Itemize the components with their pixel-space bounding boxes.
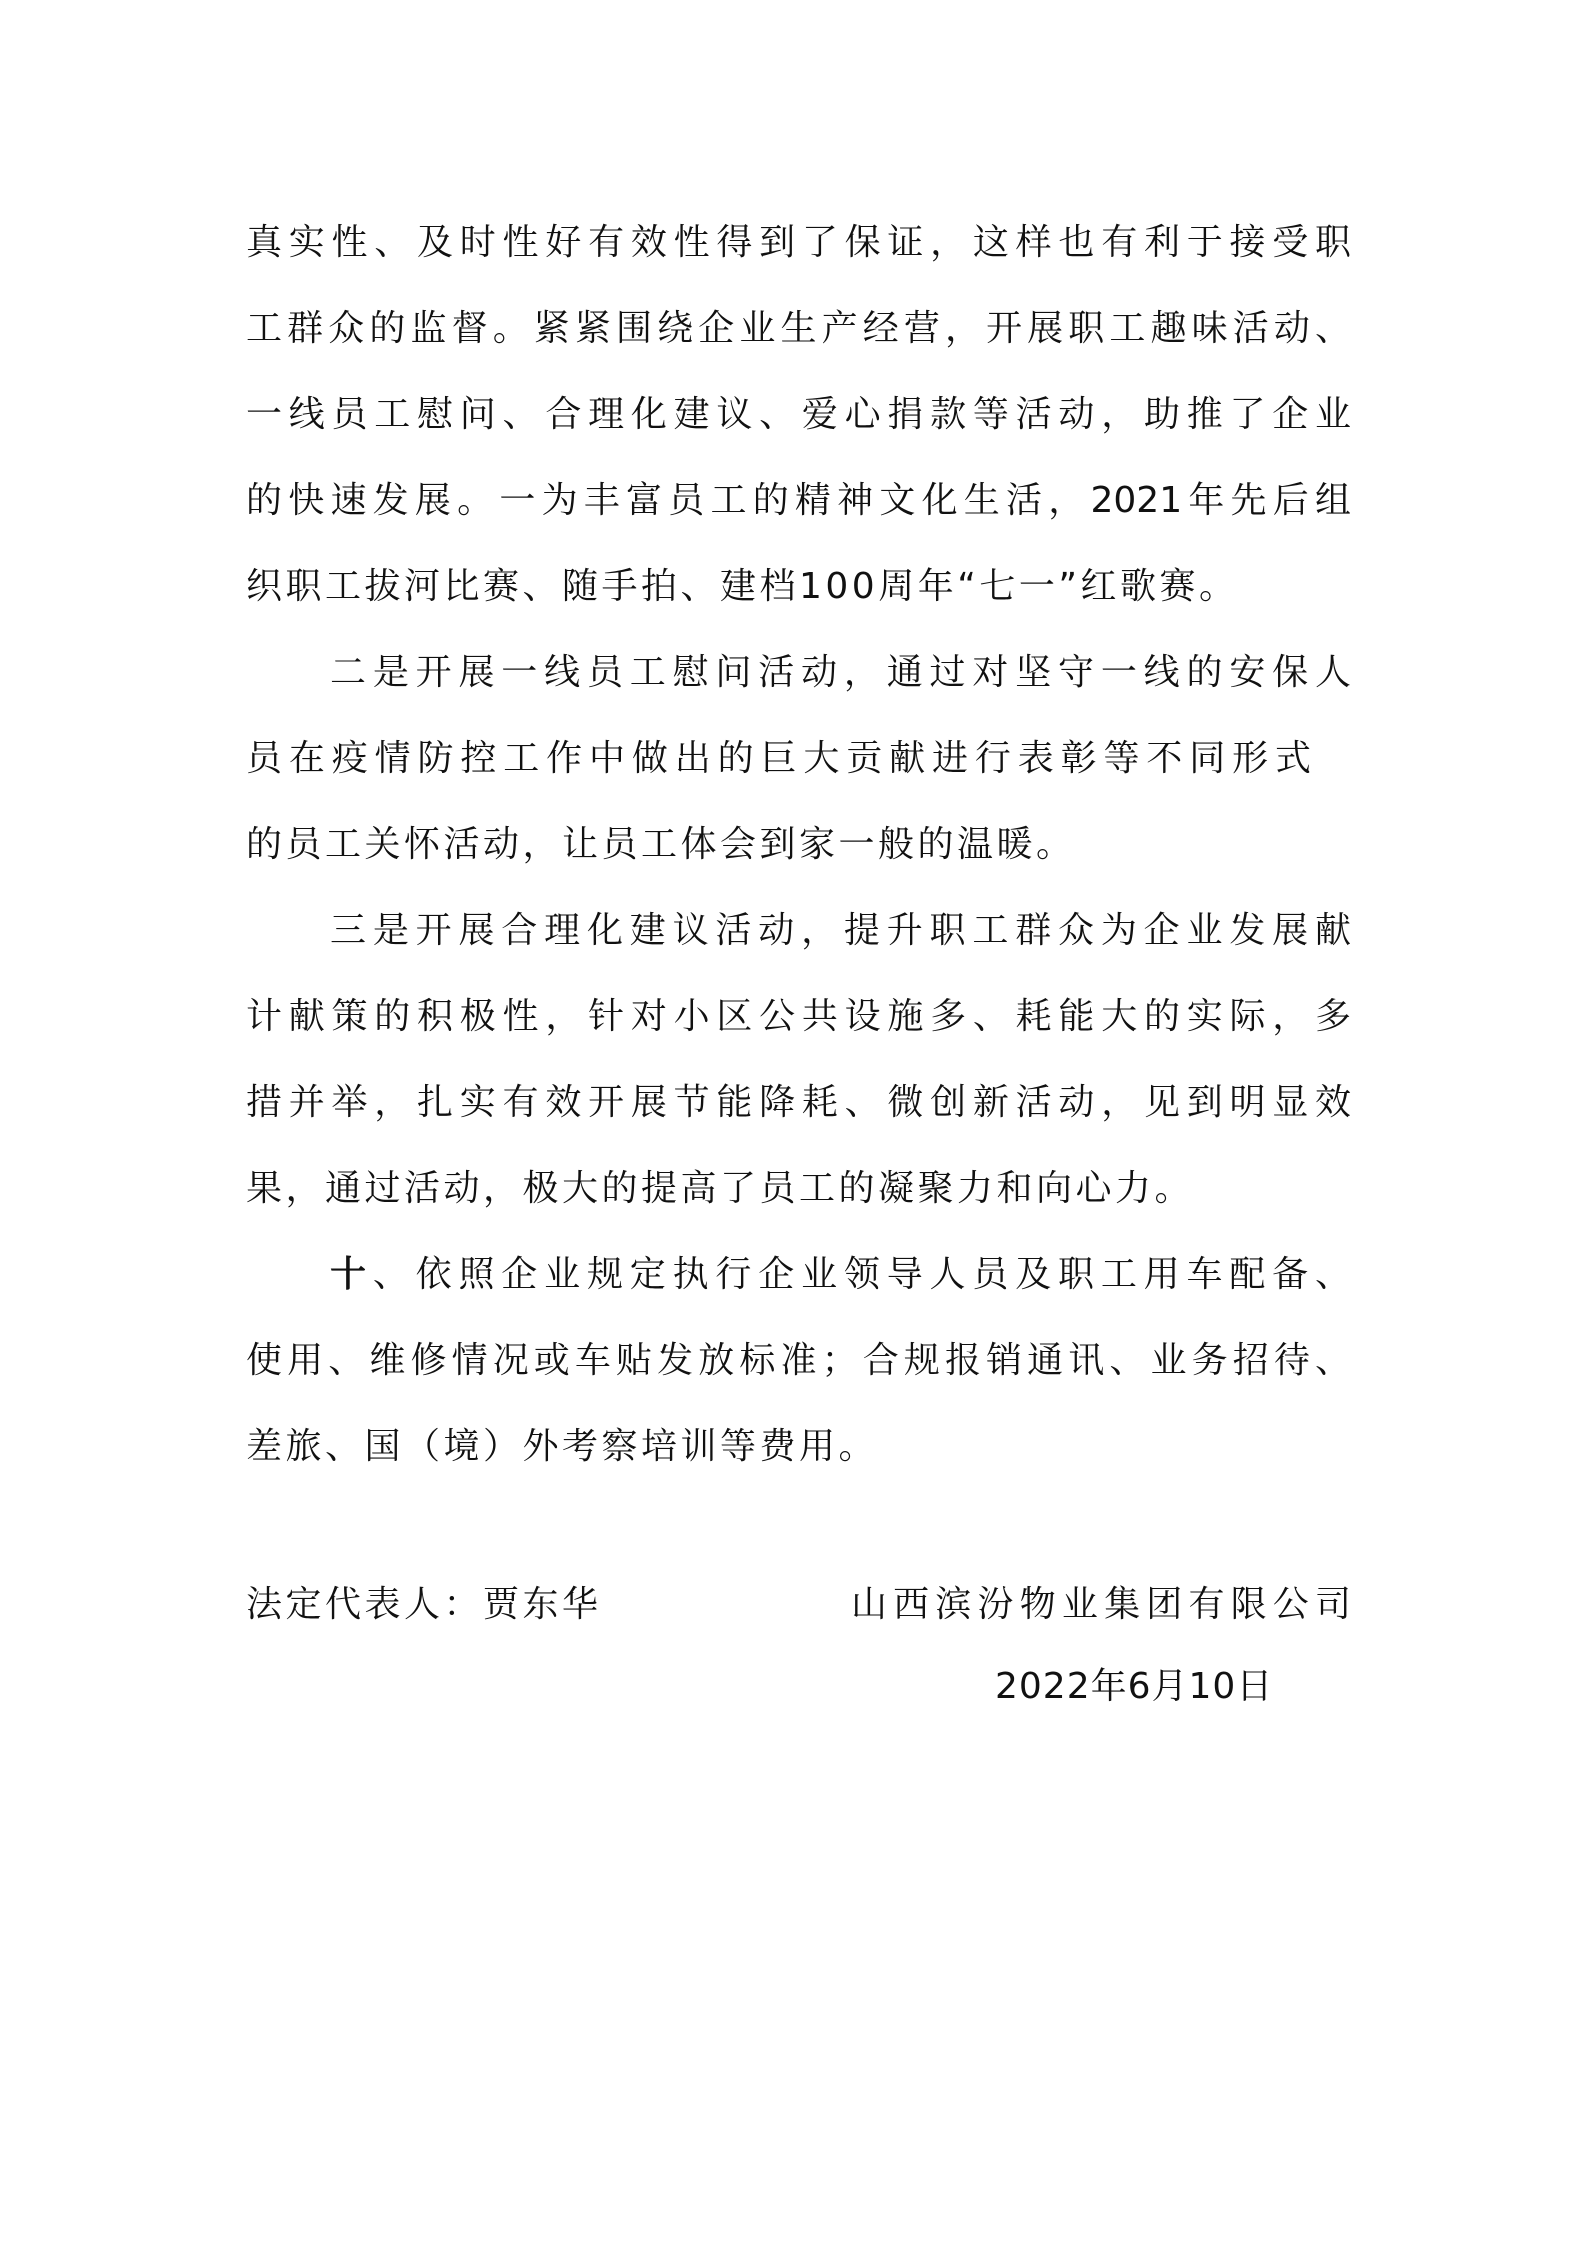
signature-date: 2022年6月10日 (995, 1666, 1274, 1707)
paragraph-3-line-1: 三是开展合理化建议活动，提升职工群众为企业发展献 (330, 910, 1351, 951)
paragraph-2-line-2: 员在疫情防控工作中做出的巨大贡献进行表彰等不同形式 (246, 738, 1311, 779)
paragraph-1-line-2: 工群众的监督。紧紧围绕企业生产经营，开展职工趣味活动、 (246, 308, 1351, 349)
paragraph-2-line-1: 二是开展一线员工慰问活动，通过对坚守一线的安保人 (330, 652, 1351, 693)
paragraph-4-line-1-text: 、依照企业规定执行企业领导人员及职工用车配备、 (372, 1254, 1351, 1295)
paragraph-1-line-4: 的快速发展。一为丰富员工的精神文化生活，2021年先后组 (246, 480, 1351, 521)
paragraph-3-line-4: 果，通过活动，极大的提高了员工的凝聚力和向心力。 (246, 1168, 1195, 1209)
paragraph-3-line-3: 措并举，扎实有效开展节能降耗、微创新活动，见到明显效 (246, 1082, 1351, 1123)
company-name: 山西滨汾物业集团有限公司 (851, 1584, 1351, 1625)
paragraph-4-line-3: 差旅、国（境）外考察培训等费用。 (246, 1426, 879, 1467)
legal-representative: 法定代表人：贾东华 (246, 1584, 602, 1625)
paragraph-1-line-3: 一线员工慰问、合理化建议、爱心捐款等活动，助推了企业 (246, 394, 1351, 435)
paragraph-2-line-3: 的员工关怀活动，让员工体会到家一般的温暖。 (246, 824, 1076, 865)
section-numeral: 十 (330, 1254, 373, 1295)
paragraph-4-line-1 (330, 1253, 1351, 1297)
paragraph-1-line-5: 织职工拔河比赛、随手拍、建档100周年“七一”红歌赛。 (246, 566, 1239, 607)
paragraph-4-line-2: 使用、维修情况或车贴发放标准；合规报销通讯、业务招待、 (246, 1340, 1351, 1381)
paragraph-1-line-1: 真实性、及时性好有效性得到了保证，这样也有利于接受职 (246, 222, 1351, 263)
paragraph-3-line-2: 计献策的积极性，针对小区公共设施多、耗能大的实际，多 (246, 996, 1351, 1037)
